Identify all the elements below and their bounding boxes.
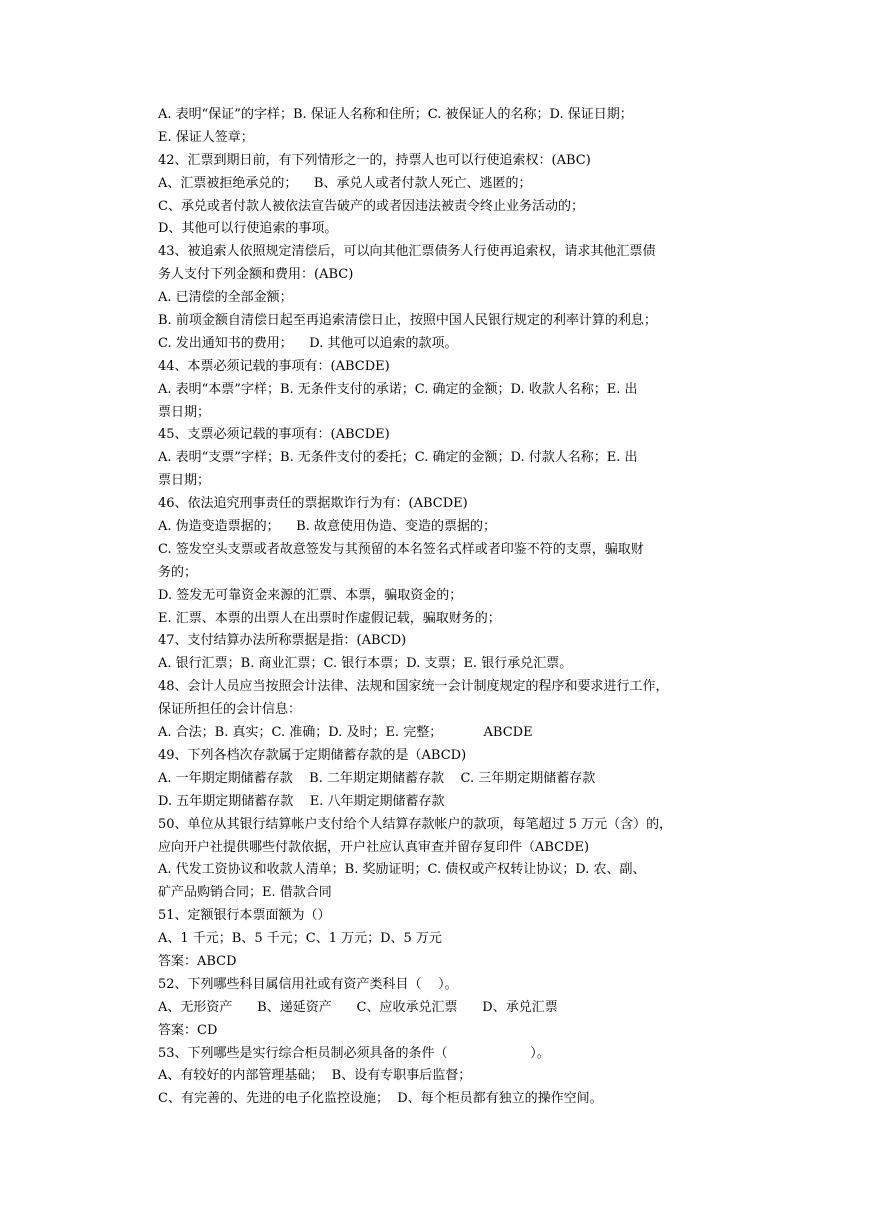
text-line: C、有完善的、先进的电子化监控设施； D、每个柜员都有独立的操作空间。: [158, 1091, 603, 1107]
text-line: 票日期；: [158, 404, 211, 420]
text-line: 矿产品购销合同；E. 借款合同: [158, 885, 332, 901]
question-48: 48、会计人员应当按照会计法律、法规和国家统一会计制度规定的程序和要求进行工作，: [158, 679, 669, 695]
text-line: A. 银行汇票；B. 商业汇票；C. 银行本票；D. 支票；E. 银行承兑汇票。: [158, 656, 573, 672]
text-line: A、无形资产 B、递延资产 C、应收承兑汇票 D、承兑汇票: [158, 999, 558, 1015]
text-line: A. 代发工资协议和收款人清单；B. 奖励证明；C. 债权或产权转让协议；D. 农、副、: [158, 862, 646, 878]
text-line: C. 签发空头支票或者故意签发与其预留的本名签名式样或者印鉴不符的支票，骗取财: [158, 541, 644, 557]
text-line: 务人支付下列金额和费用：(ABC): [158, 267, 354, 283]
text-line: E. 保证人签章；: [158, 129, 254, 145]
question-50: 50、单位从其银行结算帐户支付给个人结算存款帐户的款项，每笔超过 5 万元（含）的，: [158, 816, 673, 832]
text-line: C、承兑或者付款人被依法宣告破产的或者因违法被责令终止业务活动的；: [158, 198, 584, 214]
text-line: A、汇票被拒绝承兑的； B、承兑人或者付款人死亡、逃匿的；: [158, 175, 532, 191]
text-line: 务的；: [158, 564, 198, 580]
question-52: 52、下列哪些科目属信用社或有资产类科目（ ）。: [158, 976, 458, 992]
answer-line: 答案：ABCD: [158, 953, 237, 969]
question-53: 53、下列哪些是实行综合柜员制必须具备的条件（ ）。: [158, 1045, 550, 1061]
text-line: A、有较好的内部管理基础； B、设有专职事后监督；: [158, 1068, 472, 1084]
text-line: 保证所担任的会计信息：: [158, 702, 302, 718]
text-line: D、其他可以行使追索的事项。: [158, 221, 338, 237]
text-line: A. 表明“保证”的字样；B. 保证人名称和住所；C. 被保证人的名称；D. 保证日期；: [158, 107, 633, 122]
answer-line: 答案：CD: [158, 1022, 218, 1038]
text-line: A. 表明“支票”字样；B. 无条件支付的委托；C. 确定的金额；D. 付款人名称；E. 出: [158, 450, 638, 466]
text-line: A. 表明“本票”字样；B. 无条件支付的承诺；C. 确定的金额；D. 收款人名称；E. 出: [158, 381, 638, 397]
text-line: A. 伪造变造票据的； B. 故意使用伪造、变造的票据的；: [158, 519, 497, 535]
question-47: 47、支付结算办法所称票据是指：(ABCD): [158, 633, 407, 649]
text-line: E. 汇票、本票的出票人在出票时作虚假记载，骗取财务的；: [158, 610, 501, 626]
question-45: 45、支票必须记载的事项有：(ABCDE): [158, 427, 390, 443]
text-line: A. 已清偿的全部金额；: [158, 290, 293, 306]
question-43: 43、被追索人依照规定清偿后，可以向其他汇票债务人行使再追索权，请求其他汇票债: [158, 244, 656, 260]
text-line: A、1 千元；B、5 千元；C、1 万元；D、5 万元: [158, 931, 442, 947]
question-42: 42、汇票到期日前，有下列情形之一的，持票人也可以行使追索权：(ABC): [158, 152, 591, 168]
text-line: D. 五年期定期储蓄存款 E. 八年期定期储蓄存款: [158, 793, 445, 809]
question-49: 49、下列各档次存款属于定期储蓄存款的是（ABCD): [158, 747, 467, 763]
question-44: 44、本票必须记载的事项有：(ABCDE): [158, 358, 390, 374]
text-line: C. 发出通知书的费用； D. 其他可以追索的款项。: [158, 335, 458, 351]
text-line: A. 合法；B. 真实；C. 准确；D. 及时；E. 完整； ABCDE: [158, 725, 533, 741]
document-page: [158, 104, 740, 1111]
text-line: 票日期；: [158, 473, 211, 489]
text-line: 应向开户社提供哪些付款依据，开户社应认真审查并留存复印件（ABCDE): [158, 839, 590, 855]
text-line: D. 签发无可靠资金来源的汇票、本票，骗取资金的；: [158, 587, 463, 603]
text-line: A. 一年期定期储蓄存款 B. 二年期定期储蓄存款 C. 三年期定期储蓄存款: [158, 770, 596, 786]
question-51: 51、定额银行本票面额为（）: [158, 908, 331, 924]
question-46: 46、依法追究刑事责任的票据欺诈行为有：(ABCDE): [158, 496, 468, 512]
text-line: B. 前项金额自清偿日起至再追索清偿日止，按照中国人民银行规定的利率计算的利息；: [158, 313, 657, 329]
